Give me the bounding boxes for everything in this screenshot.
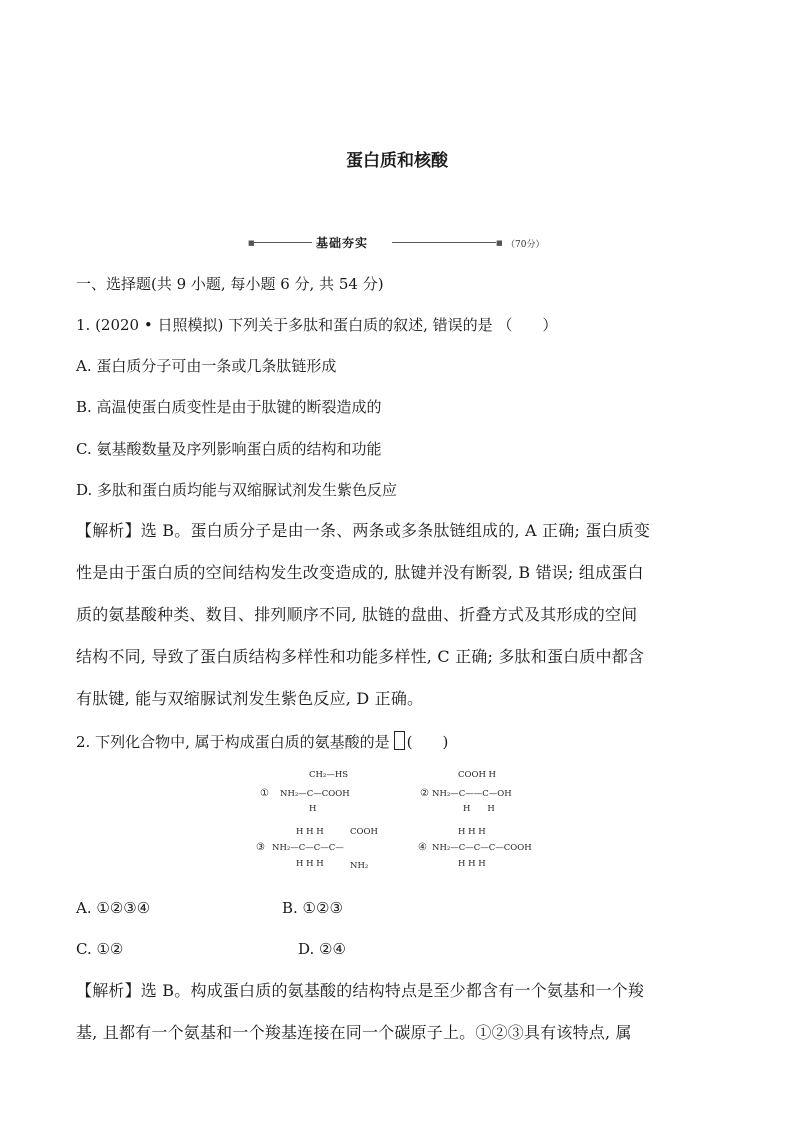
q1-analysis-line-3: 质的氨基酸种类、数目、排列顺序不同, 肽链的盘曲、折叠方式及其形成的空间 <box>76 605 638 624</box>
q1-analysis-line-1: 【解析】选 B。蛋白质分子是由一条、两条或多条肽链组成的, A 正确; 蛋白质变 <box>76 521 651 540</box>
section-heading: 一、选择题(共 9 小题, 每小题 6 分, 共 54 分) <box>76 275 384 293</box>
page-title: 蛋白质和核酸 <box>346 151 448 171</box>
q2-stem-tail: ( ) <box>406 733 449 751</box>
structure-4-main: NH₂—C—C—C—COOH <box>432 843 532 853</box>
q1-option-c: C. 氨基酸数量及序列影响蛋白质的结构和功能 <box>76 440 382 458</box>
structure-3-marker: ③ <box>256 842 265 853</box>
banner-dot-left: ■ <box>248 239 255 247</box>
q2-stem-row <box>76 731 448 752</box>
structure-figure <box>250 764 550 876</box>
structure-1-bottom: H <box>309 804 317 814</box>
q2-option-d: D. ②④ <box>298 940 346 958</box>
structure-2-marker: ② <box>420 788 429 799</box>
banner-label: 基础夯实 <box>316 236 369 250</box>
q2-option-b: B. ①②③ <box>282 899 343 917</box>
structure-1-marker: ① <box>260 788 269 799</box>
q1-option-d: D. 多肽和蛋白质均能与双缩脲试剂发生紫色反应 <box>76 481 398 499</box>
q1-stem: 1. (2020 • 日照模拟) 下列关于多肽和蛋白质的叙述, 错误的是 （ ） <box>76 316 558 334</box>
q1-analysis-line-4: 结构不同, 导致了蛋白质结构多样性和功能多样性, C 正确; 多肽和蛋白质中都含 <box>76 647 645 666</box>
q2-analysis-line-2: 基, 且都有一个氨基和一个羧基连接在同一个碳原子上。①②③具有该特点, 属 <box>76 1023 632 1042</box>
structure-1-main: NH₂—C—COOH <box>280 789 350 799</box>
structure-4-bottom: H H H <box>458 859 486 869</box>
structure-3-bottom: H H H <box>296 859 324 869</box>
q1-analysis-line-5: 有肽键, 能与双缩脲试剂发生紫色反应, D 正确。 <box>76 689 424 708</box>
structure-3 <box>256 827 378 871</box>
structure-2-top: COOH H <box>458 770 496 780</box>
structure-1 <box>260 770 350 814</box>
q2-option-c: C. ①② <box>76 940 124 958</box>
structure-2 <box>420 770 512 814</box>
structure-1-side-chain: CH₂—HS <box>309 770 349 780</box>
q2-option-a: A. ①②③④ <box>76 899 151 917</box>
answer-box <box>394 731 405 750</box>
structure-3-cooh: COOH <box>350 827 378 837</box>
banner-rule-left <box>254 242 312 243</box>
q2-stem: 2. 下列化合物中, 属于构成蛋白质的氨基酸的是 <box>76 733 390 751</box>
q1-analysis-line-2: 性是由于蛋白质的空间结构发生改变造成的, 肽键并没有断裂, B 错误; 组成蛋白 <box>76 563 644 582</box>
structure-2-main: NH₂—C——C—OH <box>432 789 512 799</box>
banner-score: （70分） <box>506 240 545 250</box>
banner-rule-right <box>392 242 496 243</box>
q1-option-b: B. 高温使蛋白质变性是由于肽键的断裂造成的 <box>76 398 382 416</box>
structure-3-main: NH₂—C—C—C— <box>272 843 344 853</box>
q2-analysis-line-1: 【解析】选 B。构成蛋白质的氨基酸的结构特点是至少都含有一个氨基和一个羧 <box>76 981 645 1000</box>
structure-2-bottom: H H <box>463 804 495 814</box>
structure-4-top: H H H <box>458 827 486 837</box>
q1-option-a: A. 蛋白质分子可由一条或几条肽链形成 <box>76 357 337 375</box>
structure-3-nh2: NH₂ <box>350 861 369 871</box>
structure-4 <box>418 827 532 869</box>
section-banner <box>248 234 548 252</box>
structure-3-top: H H H <box>296 827 324 837</box>
structure-4-marker: ④ <box>418 842 427 853</box>
banner-dot-right: ■ <box>496 239 503 247</box>
